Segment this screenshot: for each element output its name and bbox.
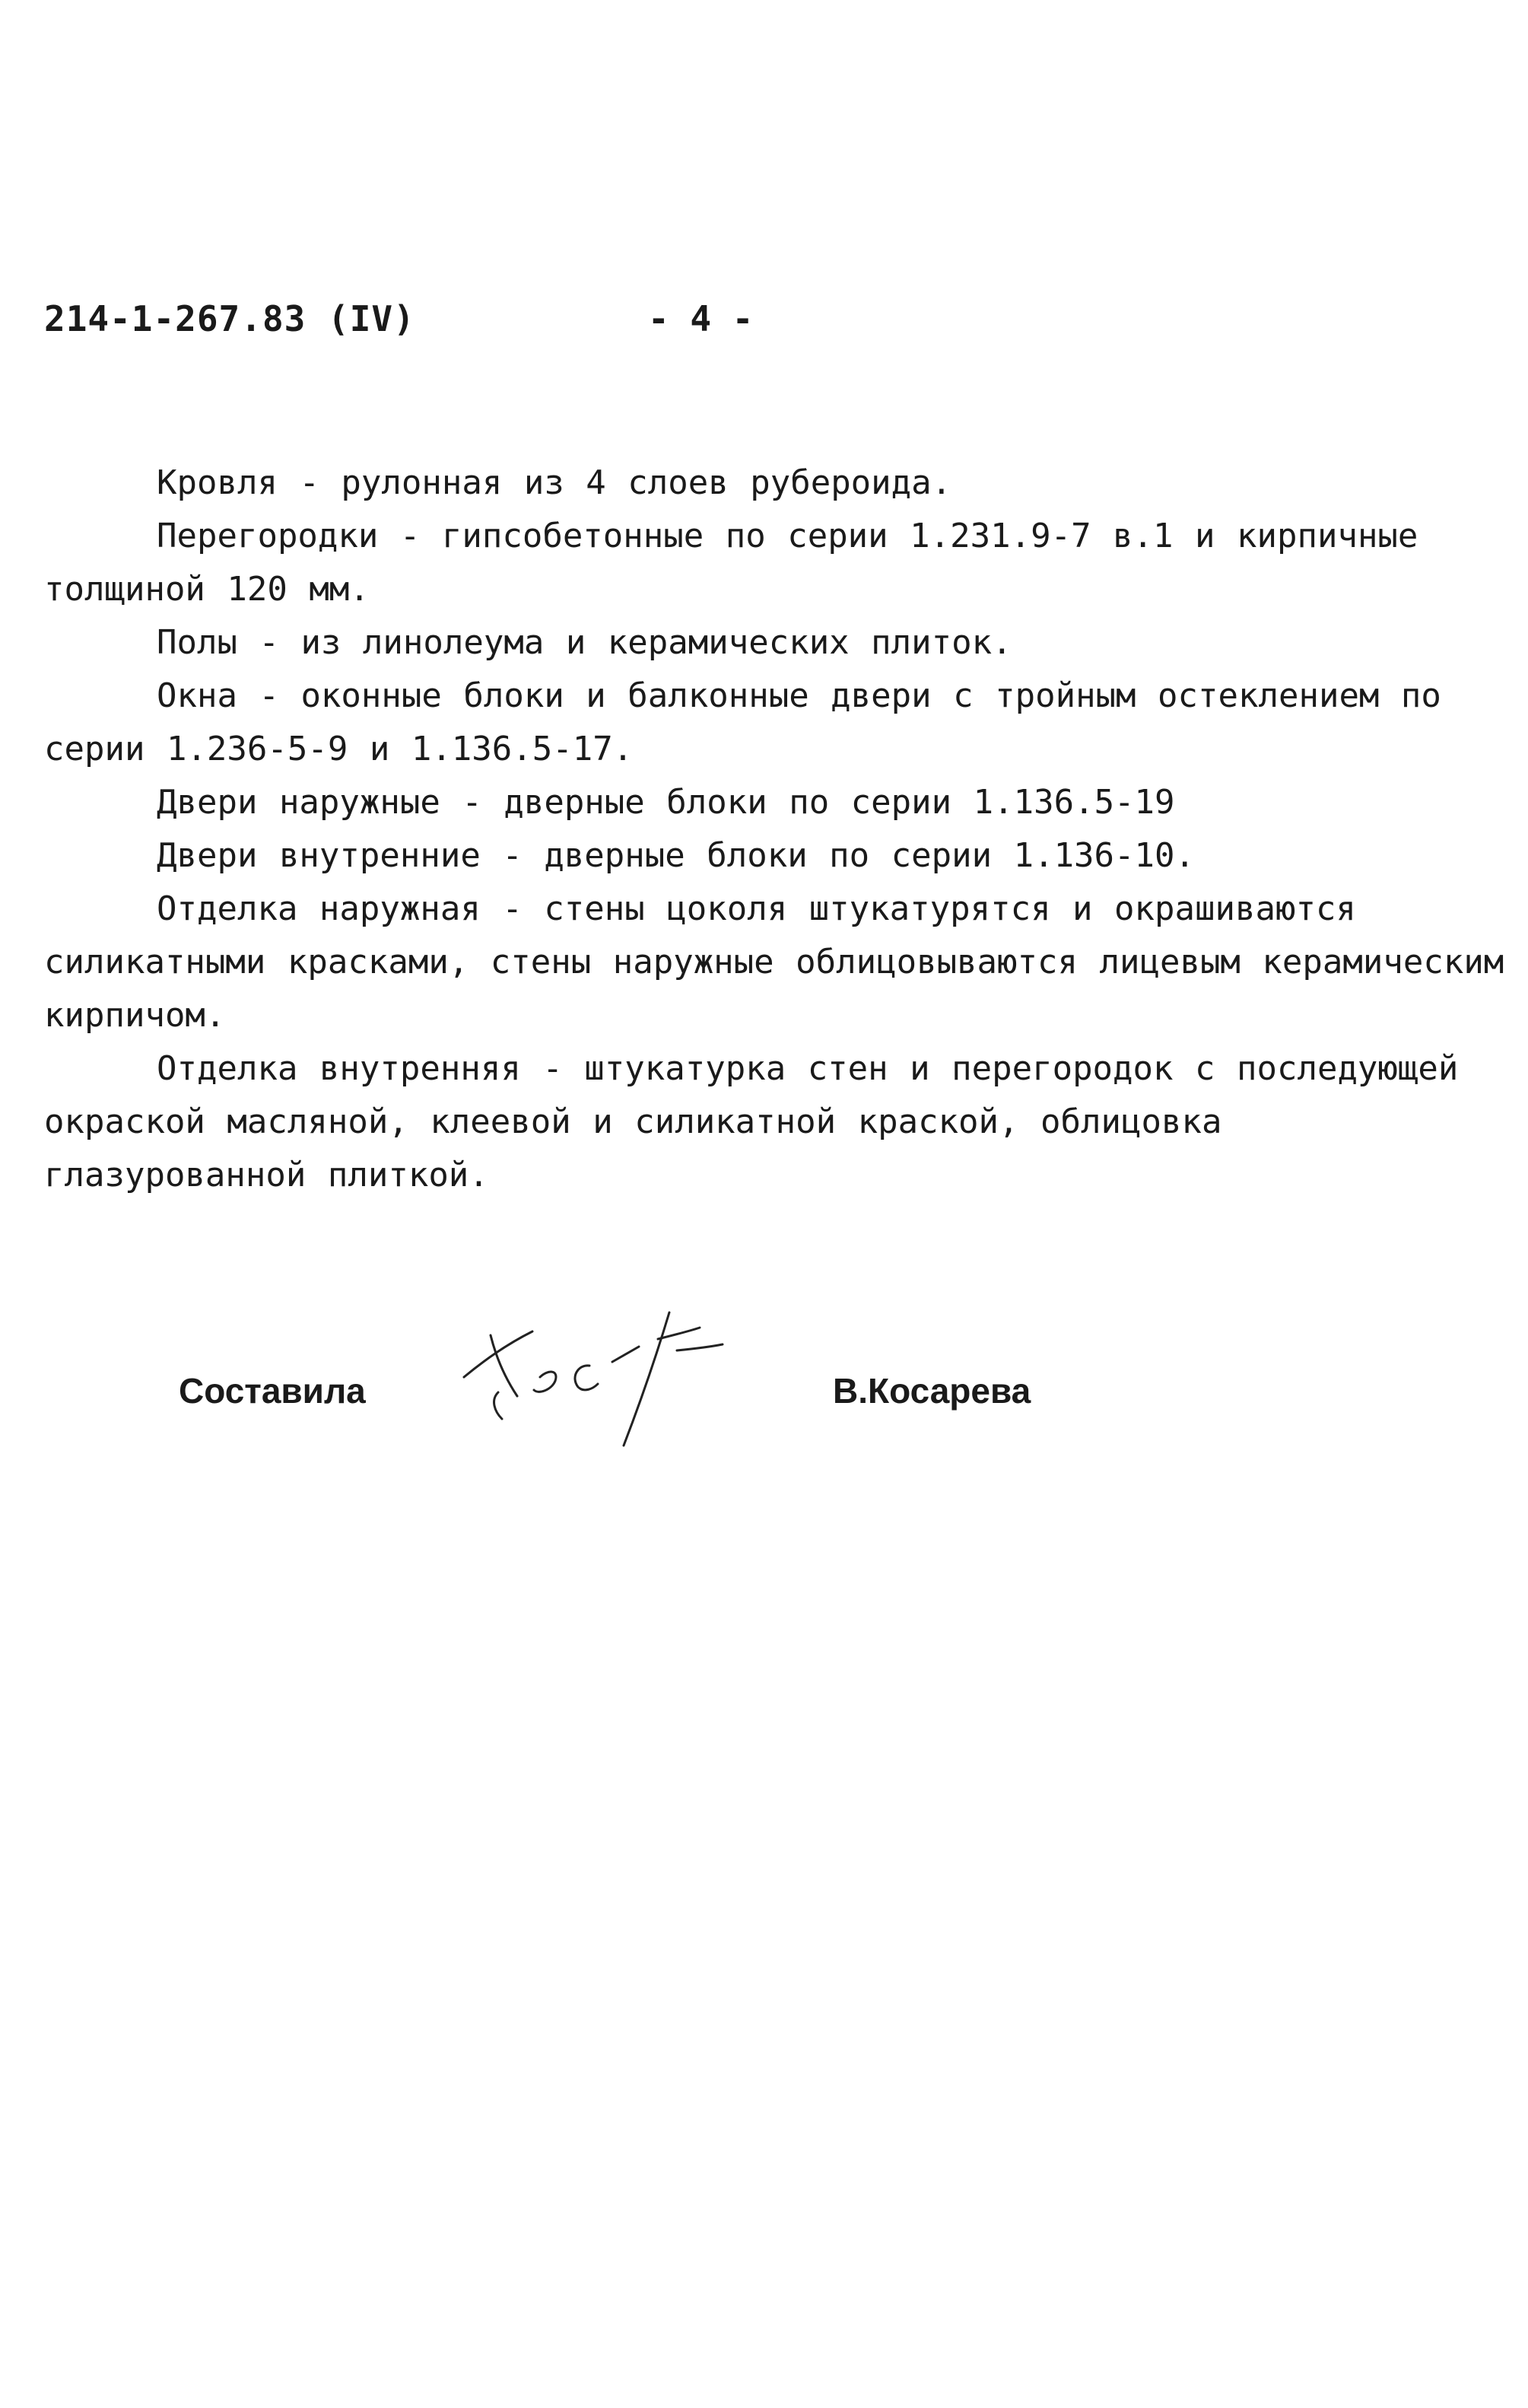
paragraph-partitions [44, 510, 1504, 616]
paragraph-text: - рулонная из 4 слоев рубероида. [277, 463, 952, 502]
paragraph-term: Отделка наружная [157, 889, 481, 928]
paragraph-term: Полы [157, 623, 237, 662]
handwritten-signature [449, 1305, 730, 1457]
document-body [44, 456, 1504, 1202]
paragraph-floors [44, 616, 1504, 670]
paragraph-term: Двери наружные [157, 783, 440, 822]
document-code: 214-1-267.83 (IV) [44, 298, 415, 339]
paragraph-interior-finish [44, 1042, 1504, 1202]
paragraph-text: - оконные блоки и балконные двери с тройным остеклением по серии 1.236-5-9 и 1.136.5-17. [44, 676, 1441, 768]
compiled-by-label: Составила [179, 1371, 366, 1411]
paragraph-windows [44, 670, 1504, 776]
page-number: - 4 - [648, 298, 754, 339]
paragraph-text: - гипсобетонные по серии 1.231.9-7 в.1 и кирпичные толщиной 120 мм. [44, 517, 1418, 609]
paragraph-text: - дверные блоки по серии 1.136.5-19 [440, 783, 1175, 822]
paragraph-text: - дверные блоки по серии 1.136-10. [480, 836, 1196, 875]
paragraph-term: Двери внутренние [157, 836, 481, 875]
paragraph-term: Кровля [157, 463, 278, 502]
paragraph-interior-doors [44, 829, 1504, 883]
paragraph-text: - из линолеума и керамических плиток. [237, 623, 1012, 662]
paragraph-exterior-doors [44, 776, 1504, 829]
paragraph-text: - стены цоколя штукатурятся и окрашиваются силикатными красками, стены наружные облицовываются лицевым керамическим кирпичом. [44, 889, 1504, 1035]
signer-name: В.Косарева [833, 1371, 1031, 1411]
paragraph-term: Окна [157, 676, 237, 715]
paragraph-roof [44, 456, 1504, 510]
paragraph-exterior-finish [44, 883, 1504, 1042]
signature-block [179, 1350, 1320, 1472]
paragraph-term: Перегородки [157, 517, 379, 555]
paragraph-text: - штукатурка стен и перегородок с последующей окраской масляной, клеевой и силикатной краской, облицовка глазурованной плиткой. [44, 1049, 1459, 1194]
paragraph-term: Отделка внутренняя [157, 1049, 521, 1088]
